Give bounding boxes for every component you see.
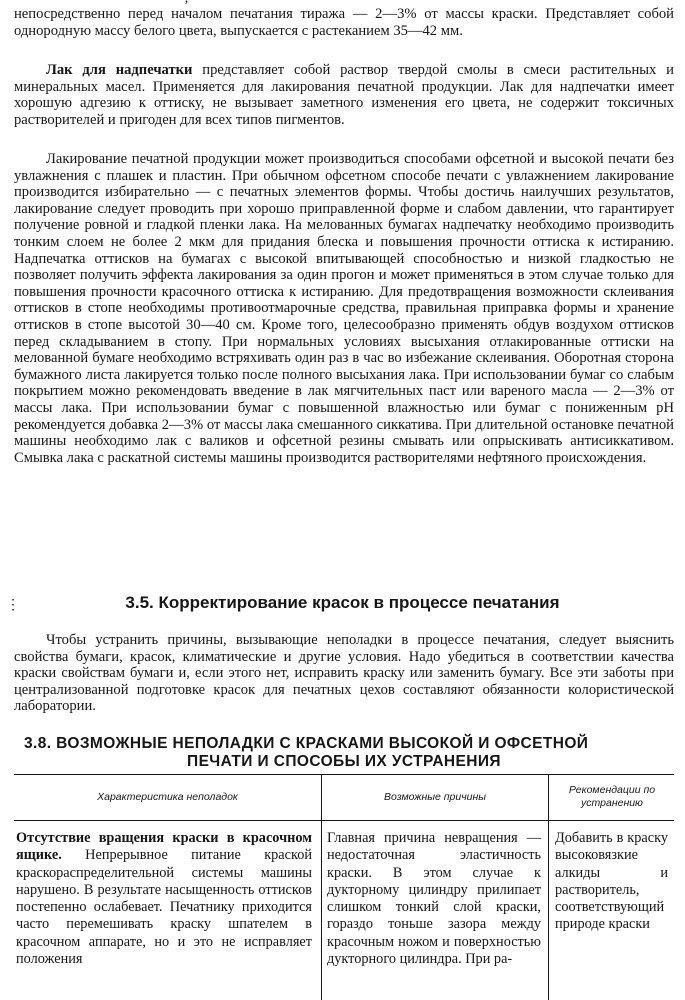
paragraph-additive-tail: непосредственно перед началом печатания тиража — 2—3% от массы краски. Представляет собой однородную массу белого цвета, выпускается с растеканием 35—42 мм. (14, 6, 674, 39)
table-header-issue: Характеристика неполадок (97, 790, 238, 803)
table-heading-line1: 3.8. ВОЗМОЖНЫЕ НЕПОЛАДКИ С КРАСКАМИ ВЫСОКОЙ И ОФСЕТНОЙ (24, 735, 589, 752)
table-heading-line2: ПЕЧАТИ И СПОСОБЫ ИХ УСТРАНЕНИЯ (187, 753, 501, 770)
term-varnish: Лак для надпечатки (46, 62, 193, 78)
table-header-remedy: Рекомендации по устранению (568, 784, 656, 809)
issue-title: Отсутствие вращения краски в красочном ящике. (16, 830, 312, 864)
section-heading: 3.5. Корректирование красок в процессе печатания (125, 593, 560, 612)
table-heading (14, 735, 674, 771)
table-cell-issue: Отсутствие вращения краски в красочном ящике. Непрерывное питание краской краскораспределительной системы машины нарушено. В результате насыщенность оттисков постепенно ослабевает. Печатнику приходится часто перемешивать краску шпателем в красочном аппарате, но и это не исправляет положения (16, 830, 312, 968)
table-cell-remedy: Добавить в краску высоковязкие алкиды и растворитель, соответствующий природе краски (555, 830, 668, 933)
paragraph-lacquering: Лакирование печатной продукции может производиться способами офсетной и высокой печати без увлажнения с плашек и пластин. При обычном офсетном способе печати с увлажнением лакирование производится избирательно — с печатных элементов формы. Чтобы достичь наилучших результатов, лакирование следует проводить при хорошо приправленной форме и слабом давлении, что гарантирует получение ровной и гладкой пленки лака. На мелованных бумагах надпечатку необходимо производить тонким слоем не более 2 мкм для придания блеска и повышения прочности оттиска к истиранию. Надпечатка оттисков на бумагах с высокой впитывающей способностью и низкой гладкостью не позволяет получить эффекта лакирования за один прогон и может применяться в этом случае только для повышения прочности красочного оттиска к истиранию. Для предотвращения возможности склеивания оттисков в стопе необходимы противоотмарочные средства, правильная приправка формы и хранение оттисков в стопе высотой 30—40 см. Кроме того, целесообразно применять обдув воздухом оттисков перед складыванием в стопу. При нормальных условиях высыхания отлакированные оттиски на мелованной бумаге необходимо встряхивать один раз в час во избежание склеивания. Оборотная сторона бумажного листа лакируется только после полного высыхания лака. При использовании бумаг со слабым покрытием можно рекомендовать введение в лак мягчительных паст или вареного масла — 2—3% от массы лака. При использовании бумаг с повышенной влажностью или бумаг с пониженным pH рекомендуется добавка 2—3% от массы лака смешанного сиккатива. При длительной остановке печатной машины необходимо лак с валиков и офсетной резины смывать или опрыскивать антисиккативом. Смывка лака с раскатной системы машины производится растворителями нефтяного происхождения. (14, 151, 674, 466)
paragraph-correction: Чтобы устранить причины, вызывающие неполадки в процессе печатания, следует выяснить свойства бумаги, красок, климатические и другие условия. Надо убедиться в соответствии качества краски свойствам бумаги и, если этого нет, исправить краску или заменить бумагу. Все эти заботы при централизованной подготовке красок для печатных цехов составляют обязанности колористической лаборатории. (14, 632, 674, 715)
table-header-causes: Возможные причины (383, 790, 487, 803)
table-cell-cause: Главная причина невращения — недостаточная эластичность краски. В этом случае к дукторному цилиндру прилипает слишком тонкий слой краски, гораздо тоньше зазора между красочным ножом и поверхностью дукторного цилиндра. При ра- (327, 830, 541, 968)
table-col-divider-2 (548, 774, 549, 1000)
table-rule-header (14, 820, 674, 821)
troubleshooting-table (14, 774, 674, 1000)
stray-mark-left: ⋮ (6, 598, 20, 613)
paragraph-varnish: Лак для надпечатки представляет собой раствор твердой смолы в смеси растительных и минеральных масел. Применяется для лакирования печатной продукции. Лак для надпечатки имеет хорошую адгезию к оттиску, не вызывает заметного изменения его цвета, не содержит токсичных растворителей и пригоден для всех типов пигментов. (14, 62, 674, 128)
